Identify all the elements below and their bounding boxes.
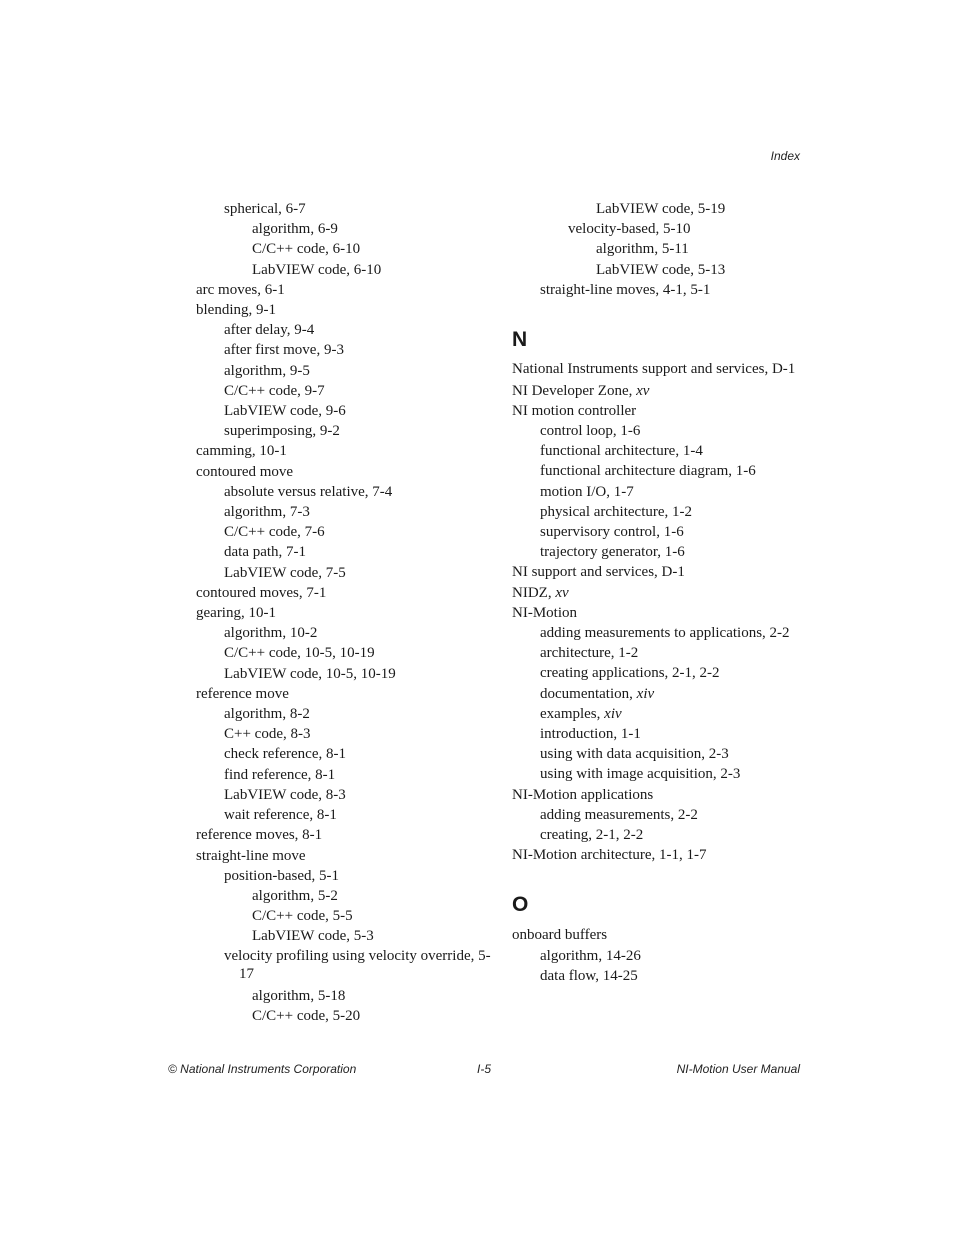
index-entry-text: C/C++ code, 6-10: [252, 241, 361, 258]
index-entry-text: adding measurements to applications, 2-2: [540, 624, 790, 641]
index-entry-text: velocity profiling using velocity override, 5-17: [224, 947, 491, 983]
index-entry-text: check reference, 8-1: [224, 746, 346, 763]
index-entry-text: physical architecture, 1-2: [540, 503, 693, 520]
section-letter-n: N: [512, 328, 528, 352]
index-entry-text: algorithm, 5-11: [596, 241, 689, 258]
index-entry-text: superimposing, 9-2: [224, 423, 340, 440]
index-entry: [512, 724, 812, 744]
index-entry-page-roman: xv: [636, 382, 650, 399]
footer-manual-title: NI-Motion User Manual: [676, 1062, 800, 1076]
index-entry-text: algorithm, 9-5: [224, 362, 310, 379]
index-entry: [512, 845, 812, 865]
index-entry-text: reference move: [196, 685, 289, 702]
index-entry: [196, 583, 496, 603]
index-entry: [196, 340, 496, 360]
index-entry-text: data flow, 14-25: [540, 967, 638, 984]
index-entry-text: creating, 2-1, 2-2: [540, 826, 644, 843]
index-entry: [196, 522, 496, 542]
index-entry: [512, 542, 812, 562]
index-entry: [196, 785, 496, 805]
index-entry: [196, 704, 496, 724]
index-entry: [196, 320, 496, 340]
index-entry-text: creating applications, 2-1, 2-2: [540, 665, 720, 682]
index-entry-text: camming, 10-1: [196, 443, 287, 460]
index-entry-page-roman: xv: [555, 584, 569, 601]
index-entry-text: algorithm, 5-18: [252, 987, 346, 1004]
index-entry: [512, 522, 812, 542]
index-entry-text: NI-Motion: [512, 604, 577, 621]
index-entry-text: functional architecture diagram, 1-6: [540, 463, 756, 480]
index-entry-text: control loop, 1-6: [540, 422, 641, 439]
index-entry: [196, 664, 496, 684]
index-entry-text: LabVIEW code, 5-19: [596, 201, 726, 217]
index-entry: [512, 744, 812, 764]
index-entry-text: introduction, 1-1: [540, 725, 641, 742]
index-entry-text: using with image acquisition, 2-3: [540, 766, 741, 783]
index-entry-text: absolute versus relative, 7-4: [224, 483, 393, 500]
index-entry: [196, 239, 496, 259]
index-entry-text: C/C++ code, 10-5, 10-19: [224, 645, 375, 662]
index-entry-text: after delay, 9-4: [224, 322, 315, 339]
index-entry: [512, 764, 812, 784]
index-entry-text: NI motion controller: [512, 402, 637, 419]
index-entry-text: algorithm, 6-9: [252, 221, 338, 238]
index-entry: [196, 947, 496, 984]
index-entry-text: examples,: [540, 705, 605, 722]
index-entry: [512, 704, 812, 724]
index-entry-text: C/C++ code, 5-5: [252, 908, 353, 925]
index-entry: [512, 583, 812, 603]
index-entry-text: documentation,: [540, 685, 637, 702]
index-entry: [196, 684, 496, 704]
index-entry-text: LabVIEW code, 5-13: [596, 261, 726, 278]
index-entry-text: NIDZ,: [512, 584, 556, 601]
index-entry-text: NI-Motion applications: [512, 786, 654, 803]
index-column-right: [512, 199, 812, 986]
index-entry-text: LabVIEW code, 5-3: [252, 928, 374, 945]
index-entry-text: C/C++ code, 9-7: [224, 382, 325, 399]
index-entry: [196, 563, 496, 583]
index-entry-text: find reference, 8-1: [224, 766, 336, 783]
index-entry: [196, 542, 496, 562]
index-entry-text: after first move, 9-3: [224, 342, 344, 359]
index-entry: [196, 866, 496, 886]
index-entry: [512, 441, 812, 461]
index-entry-text: functional architecture, 1-4: [540, 443, 703, 460]
index-entry-text: C++ code, 8-3: [224, 726, 311, 743]
index-entry: [512, 925, 812, 945]
index-entry-text: straight-line move: [196, 847, 306, 864]
index-entry: [512, 966, 812, 986]
index-entry-text: using with data acquisition, 2-3: [540, 746, 729, 763]
index-entry: [196, 603, 496, 623]
index-entry: [512, 360, 812, 379]
index-entry: [196, 199, 496, 219]
index-entry: [196, 906, 496, 926]
index-entry-text: velocity-based, 5-10: [568, 221, 691, 238]
index-entry-text: contoured moves, 7-1: [196, 584, 327, 601]
index-entry: [512, 684, 812, 704]
index-column-left: [196, 199, 496, 1026]
index-entry: [196, 219, 496, 239]
index-entry: [512, 502, 812, 522]
index-entry: [196, 805, 496, 825]
index-entry: [196, 462, 496, 482]
index-entry: [512, 401, 812, 421]
index-entry: [512, 199, 812, 219]
index-entry: [196, 421, 496, 441]
index-entry: [196, 846, 496, 866]
index-entry-text: motion I/O, 1-7: [540, 483, 634, 500]
index-entry-text: NI-Motion architecture, 1-1, 1-7: [512, 847, 707, 864]
index-entry-text: algorithm, 7-3: [224, 504, 310, 521]
index-entry-text: C/C++ code, 7-6: [224, 524, 325, 541]
index-entry-text: position-based, 5-1: [224, 867, 339, 884]
index-entry-text: gearing, 10-1: [196, 605, 276, 622]
index-entry: [196, 1006, 496, 1026]
index-entry-text: C/C++ code, 5-20: [252, 1007, 361, 1024]
index-entry: [196, 986, 496, 1006]
index-entry: [196, 361, 496, 381]
footer-copyright: © National Instruments Corporation: [168, 1062, 357, 1076]
index-entry: [512, 663, 812, 683]
index-entry: [196, 260, 496, 280]
index-entry-text: National Instruments support and services, D-1: [512, 361, 796, 378]
index-entry-text: trajectory generator, 1-6: [540, 544, 685, 561]
index-entry-text: onboard buffers: [512, 927, 608, 944]
index-entry: [512, 603, 812, 623]
index-entry: [196, 381, 496, 401]
section-letter-o: O: [512, 893, 529, 917]
index-entry-text: blending, 9-1: [196, 302, 276, 319]
index-entry-text: LabVIEW code, 9-6: [224, 403, 346, 420]
index-entry: [196, 623, 496, 643]
index-entry: [196, 401, 496, 421]
index-entry-text: data path, 7-1: [224, 544, 307, 561]
index-entry: [512, 260, 812, 280]
index-entry-text: adding measurements, 2-2: [540, 806, 698, 823]
index-entry-text: LabVIEW code, 8-3: [224, 786, 346, 803]
index-entry-text: LabVIEW code, 10-5, 10-19: [224, 665, 396, 682]
index-entry-text: NI Developer Zone,: [512, 382, 637, 399]
footer-page-number: I-5: [477, 1062, 492, 1076]
index-entry-text: architecture, 1-2: [540, 645, 639, 662]
section-o-entries: [512, 925, 812, 986]
index-entry: [512, 280, 812, 300]
index-entry-page-roman: xiv: [636, 685, 655, 702]
index-entry: [196, 765, 496, 785]
index-entry: [512, 946, 812, 966]
index-entry-text: algorithm, 10-2: [224, 625, 318, 642]
running-header: Index: [770, 149, 800, 163]
index-entry: [512, 219, 812, 239]
index-entry-text: algorithm, 14-26: [540, 947, 641, 964]
index-entry-text: reference moves, 8-1: [196, 827, 323, 844]
index-entry: [196, 300, 496, 320]
index-entry: [196, 886, 496, 906]
index-entry-page-roman: xiv: [604, 705, 622, 722]
index-entry: [196, 502, 496, 522]
index-entry: [196, 744, 496, 764]
index-entry: [512, 825, 812, 845]
index-entry: [512, 643, 812, 663]
index-entry: [512, 785, 812, 805]
index-entry-text: supervisory control, 1-6: [540, 523, 684, 540]
index-entry-text: algorithm, 5-2: [252, 887, 338, 904]
index-entry-text: LabVIEW code, 7-5: [224, 564, 346, 581]
index-entry-text: straight-line moves, 4-1, 5-1: [540, 281, 711, 298]
index-entry: [512, 805, 812, 825]
index-entry: [512, 461, 812, 481]
index-entry-text: NI support and services, D-1: [512, 564, 685, 581]
index-entry: [196, 825, 496, 845]
index-entry: [512, 623, 812, 643]
index-entry: [196, 441, 496, 461]
index-entry: [512, 239, 812, 259]
index-entry-text: arc moves, 6-1: [196, 281, 285, 298]
index-entry: [512, 381, 812, 401]
section-n-entries: [512, 360, 812, 865]
index-entry: [512, 562, 812, 582]
index-entry: [196, 280, 496, 300]
index-entry: [196, 926, 496, 946]
index-entry-text: contoured move: [196, 463, 294, 480]
index-entry-text: LabVIEW code, 6-10: [252, 261, 382, 278]
continued-entries: [512, 199, 812, 300]
index-entry-text: algorithm, 8-2: [224, 706, 310, 723]
index-entry: [196, 482, 496, 502]
index-entry-text: wait reference, 8-1: [224, 807, 337, 824]
index-entry-text: spherical, 6-7: [224, 201, 306, 217]
index-entry: [512, 421, 812, 441]
index-entry: [512, 482, 812, 502]
index-entry: [196, 724, 496, 744]
index-entry: [196, 643, 496, 663]
